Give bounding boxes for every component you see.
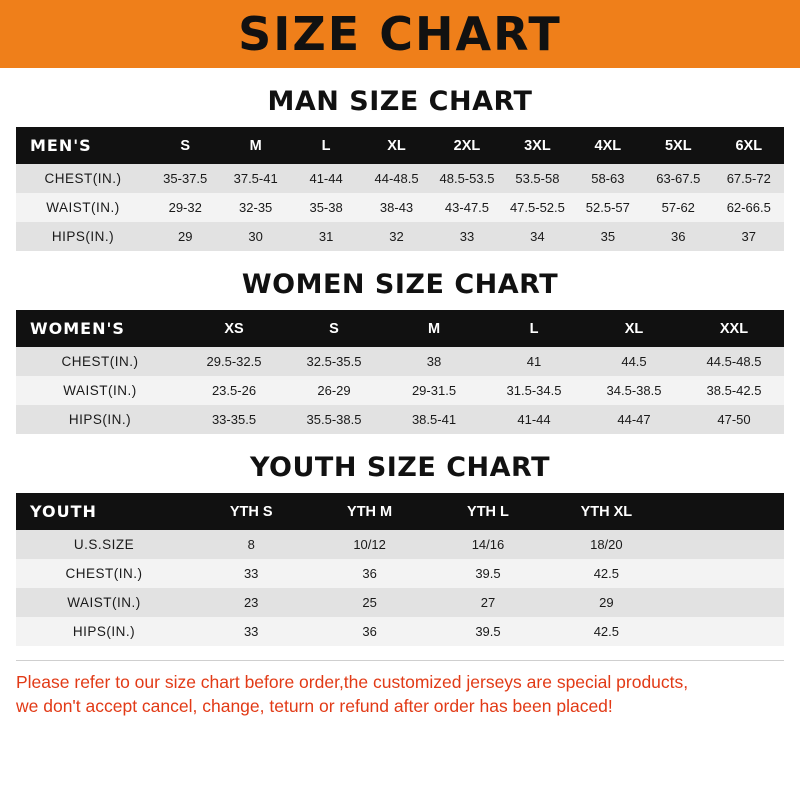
table-row bbox=[16, 376, 784, 405]
youth-chest-empty bbox=[666, 559, 784, 588]
header-banner bbox=[0, 0, 800, 68]
man-hips-2xl: 33 bbox=[432, 222, 502, 251]
table-row bbox=[16, 530, 784, 559]
man-row-waist-label: WAIST(IN.) bbox=[16, 193, 150, 222]
notice-line-2: we don't accept cancel, change, teturn or refund after order has been placed! bbox=[16, 695, 613, 716]
table-header-row bbox=[16, 493, 784, 530]
man-hips-m: 30 bbox=[220, 222, 290, 251]
table-row bbox=[16, 193, 784, 222]
section-title-women: WOMEN SIZE CHART bbox=[241, 269, 559, 300]
man-chest-3xl: 53.5-58 bbox=[502, 164, 572, 193]
man-chest-l: 41-44 bbox=[291, 164, 361, 193]
man-row-hips-label: HIPS(IN.) bbox=[16, 222, 150, 251]
youth-size-table bbox=[16, 493, 784, 646]
man-waist-m: 32-35 bbox=[220, 193, 290, 222]
man-waist-s: 29-32 bbox=[150, 193, 220, 222]
notice-line-1: Please refer to our size chart before order,the customized jerseys are special products, bbox=[16, 672, 689, 692]
youth-ussize-l: 14/16 bbox=[429, 530, 547, 559]
man-chest-6xl: 67.5-72 bbox=[714, 164, 785, 193]
women-chest-xxl: 44.5-48.5 bbox=[684, 347, 784, 376]
section-title-youth: YOUTH SIZE CHART bbox=[249, 452, 551, 483]
man-col-3xl: 3XL bbox=[502, 127, 572, 164]
women-col-l: L bbox=[484, 310, 584, 347]
table-header-row bbox=[16, 310, 784, 347]
youth-chest-xl: 42.5 bbox=[547, 559, 665, 588]
women-row-waist-label: WAIST(IN.) bbox=[16, 376, 184, 405]
women-hips-l: 41-44 bbox=[484, 405, 584, 434]
women-size-table bbox=[16, 310, 784, 434]
table-row bbox=[16, 347, 784, 376]
youth-waist-l: 27 bbox=[429, 588, 547, 617]
women-waist-m: 29-31.5 bbox=[384, 376, 484, 405]
man-chest-4xl: 58-63 bbox=[573, 164, 643, 193]
man-waist-6xl: 62-66.5 bbox=[714, 193, 785, 222]
youth-chest-l: 39.5 bbox=[429, 559, 547, 588]
man-hips-xl: 32 bbox=[361, 222, 431, 251]
women-row-chest-label: CHEST(IN.) bbox=[16, 347, 184, 376]
youth-col-m: YTH M bbox=[310, 493, 428, 530]
youth-chest-s: 33 bbox=[192, 559, 310, 588]
youth-waist-empty bbox=[666, 588, 784, 617]
man-col-2xl: 2XL bbox=[432, 127, 502, 164]
youth-ussize-m: 10/12 bbox=[310, 530, 428, 559]
women-table-body bbox=[16, 347, 784, 434]
man-waist-l: 35-38 bbox=[291, 193, 361, 222]
youth-table-head bbox=[16, 493, 784, 530]
table-row bbox=[16, 405, 784, 434]
youth-row-label-header: YOUTH bbox=[16, 493, 192, 530]
man-chest-5xl: 63-67.5 bbox=[643, 164, 713, 193]
youth-chest-m: 36 bbox=[310, 559, 428, 588]
man-hips-5xl: 36 bbox=[643, 222, 713, 251]
man-col-m: M bbox=[220, 127, 290, 164]
man-waist-2xl: 43-47.5 bbox=[432, 193, 502, 222]
women-table-head bbox=[16, 310, 784, 347]
man-col-5xl: 5XL bbox=[643, 127, 713, 164]
youth-hips-xl: 42.5 bbox=[547, 617, 665, 646]
youth-row-chest-label: CHEST(IN.) bbox=[16, 559, 192, 588]
man-col-6xl: 6XL bbox=[714, 127, 785, 164]
women-hips-s: 35.5-38.5 bbox=[284, 405, 384, 434]
man-col-xl: XL bbox=[361, 127, 431, 164]
women-col-m: M bbox=[384, 310, 484, 347]
women-waist-s: 26-29 bbox=[284, 376, 384, 405]
youth-hips-l: 39.5 bbox=[429, 617, 547, 646]
youth-waist-m: 25 bbox=[310, 588, 428, 617]
women-hips-xs: 33-35.5 bbox=[184, 405, 284, 434]
man-table-body bbox=[16, 164, 784, 251]
table-row bbox=[16, 617, 784, 646]
page-title: SIZE CHART bbox=[238, 7, 562, 61]
youth-col-s: YTH S bbox=[192, 493, 310, 530]
youth-row-hips-label: HIPS(IN.) bbox=[16, 617, 192, 646]
man-hips-l: 31 bbox=[291, 222, 361, 251]
women-col-xl: XL bbox=[584, 310, 684, 347]
man-col-4xl: 4XL bbox=[573, 127, 643, 164]
women-waist-l: 31.5-34.5 bbox=[484, 376, 584, 405]
youth-row-waist-label: WAIST(IN.) bbox=[16, 588, 192, 617]
table-row bbox=[16, 164, 784, 193]
women-chest-l: 41 bbox=[484, 347, 584, 376]
women-chest-xl: 44.5 bbox=[584, 347, 684, 376]
man-hips-4xl: 35 bbox=[573, 222, 643, 251]
youth-waist-xl: 29 bbox=[547, 588, 665, 617]
man-chest-m: 37.5-41 bbox=[220, 164, 290, 193]
women-waist-xl: 34.5-38.5 bbox=[584, 376, 684, 405]
charts-content bbox=[0, 86, 800, 646]
man-waist-5xl: 57-62 bbox=[643, 193, 713, 222]
man-size-table bbox=[16, 127, 784, 251]
man-chest-s: 35-37.5 bbox=[150, 164, 220, 193]
man-row-label-header: MEN'S bbox=[16, 127, 150, 164]
women-chest-xs: 29.5-32.5 bbox=[184, 347, 284, 376]
youth-col-xl: YTH XL bbox=[547, 493, 665, 530]
youth-ussize-empty bbox=[666, 530, 784, 559]
man-col-s: S bbox=[150, 127, 220, 164]
man-table-head bbox=[16, 127, 784, 164]
women-row-hips-label: HIPS(IN.) bbox=[16, 405, 184, 434]
youth-hips-m: 36 bbox=[310, 617, 428, 646]
youth-waist-s: 23 bbox=[192, 588, 310, 617]
table-row bbox=[16, 559, 784, 588]
women-chest-s: 32.5-35.5 bbox=[284, 347, 384, 376]
women-col-xs: XS bbox=[184, 310, 284, 347]
man-hips-3xl: 34 bbox=[502, 222, 572, 251]
man-chest-2xl: 48.5-53.5 bbox=[432, 164, 502, 193]
notice-block bbox=[16, 660, 784, 718]
women-row-label-header: WOMEN'S bbox=[16, 310, 184, 347]
women-col-xxl: XXL bbox=[684, 310, 784, 347]
table-row bbox=[16, 588, 784, 617]
women-waist-xxl: 38.5-42.5 bbox=[684, 376, 784, 405]
youth-ussize-xl: 18/20 bbox=[547, 530, 665, 559]
man-hips-6xl: 37 bbox=[714, 222, 785, 251]
man-chest-xl: 44-48.5 bbox=[361, 164, 431, 193]
women-chest-m: 38 bbox=[384, 347, 484, 376]
youth-hips-s: 33 bbox=[192, 617, 310, 646]
section-title-man: MAN SIZE CHART bbox=[267, 86, 533, 117]
table-header-row bbox=[16, 127, 784, 164]
youth-table-body bbox=[16, 530, 784, 646]
man-col-l: L bbox=[291, 127, 361, 164]
man-hips-s: 29 bbox=[150, 222, 220, 251]
women-hips-xxl: 47-50 bbox=[684, 405, 784, 434]
youth-col-l: YTH L bbox=[429, 493, 547, 530]
table-row bbox=[16, 222, 784, 251]
women-hips-xl: 44-47 bbox=[584, 405, 684, 434]
youth-row-ussize-label: U.S.SIZE bbox=[16, 530, 192, 559]
man-waist-xl: 38-43 bbox=[361, 193, 431, 222]
youth-ussize-s: 8 bbox=[192, 530, 310, 559]
women-waist-xs: 23.5-26 bbox=[184, 376, 284, 405]
women-hips-m: 38.5-41 bbox=[384, 405, 484, 434]
youth-hips-empty bbox=[666, 617, 784, 646]
man-waist-4xl: 52.5-57 bbox=[573, 193, 643, 222]
women-col-s: S bbox=[284, 310, 384, 347]
man-waist-3xl: 47.5-52.5 bbox=[502, 193, 572, 222]
man-row-chest-label: CHEST(IN.) bbox=[16, 164, 150, 193]
youth-col-empty bbox=[666, 493, 784, 530]
